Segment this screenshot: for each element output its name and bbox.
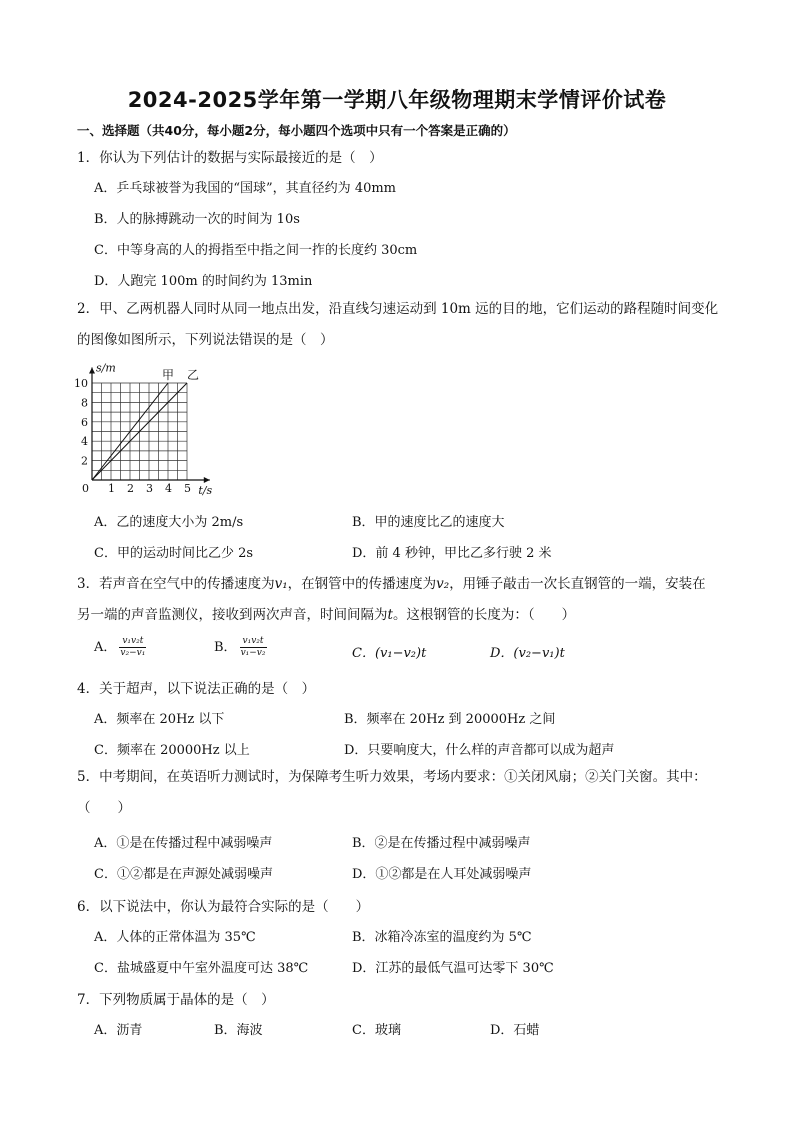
question-5-option-c: C．①②都是在声源处减弱噪声 <box>94 867 273 882</box>
q3-text-d: 另一端的声音监测仪，接收到两次声音，时间间隔为 <box>77 607 388 623</box>
x-axis-label: t/s <box>198 484 213 497</box>
series-label-2: 乙 <box>187 368 200 382</box>
y-tick-label: 2 <box>81 454 88 468</box>
y-axis-arrow <box>89 367 95 373</box>
question-1-option-b: B．人的脉搏跳动一次的时间为 10s <box>94 212 300 227</box>
question-4-stem: 4．关于超声，以下说法正确的是（ ） <box>77 681 316 697</box>
x-axis-arrow <box>204 477 210 483</box>
question-7-option-b: B．海波 <box>214 1023 263 1038</box>
y-tick-label: 4 <box>81 435 88 449</box>
question-2-option-a: A．乙的速度大小为 2m/s <box>94 515 244 530</box>
q3-v2: v₂ <box>436 576 450 592</box>
question-3-line-2 <box>77 603 575 623</box>
graph-labels <box>96 361 213 497</box>
q3-text-a: 3．若声音在空气中的传播速度为 <box>77 576 275 592</box>
question-6-stem: 6．以下说法中，你认为最符合实际的是（ ） <box>77 899 370 915</box>
st-graph <box>70 360 240 500</box>
question-1-stem: 1．你认为下列估计的数据与实际最接近的是（ ） <box>77 150 383 166</box>
question-1-option-c: C．中等身高的人的拇指至中指之间一拃的长度约 30cm <box>94 243 418 258</box>
x-tick-label: 3 <box>146 482 153 495</box>
question-7-option-d: D．石蜡 <box>490 1023 540 1038</box>
question-3-option-d: D．(v₂−v₁)t <box>490 646 565 661</box>
question-2-option-c: C．甲的运动时间比乙少 2s <box>94 546 254 561</box>
q3-text-b: ，在钢管中的传播速度为 <box>287 576 437 592</box>
question-2-option-b: B．甲的速度比乙的速度大 <box>352 515 505 530</box>
question-7-option-a: A．沥青 <box>94 1023 143 1038</box>
question-4-option-a: A．频率在 20Hz 以下 <box>94 712 225 727</box>
question-3-option-c: C．(v₁−v₂)t <box>352 646 427 661</box>
y-tick-label: 10 <box>74 377 88 390</box>
fraction-b: $\frac{\text{v₁v₂t}}{\text{v₁−v₂}}$ <box>240 636 266 658</box>
y-tick-label: 8 <box>81 396 88 410</box>
x-tick-label: 4 <box>165 482 172 495</box>
q3-v1: v₁ <box>274 576 288 592</box>
question-7-stem: 7．下列物质属于晶体的是（ ） <box>77 992 275 1008</box>
question-3-option-a: A． $\frac{\text{v₁v₂t}}{\text{v₂−v₁}}$ <box>94 636 146 658</box>
question-6-option-d: D．江苏的最低气温可达零下 30℃ <box>352 961 554 976</box>
question-4-option-d: D．只要响度大，什么样的声音都可以成为超声 <box>344 743 615 758</box>
question-5-option-b: B．②是在传播过程中减弱噪声 <box>352 836 531 851</box>
x-tick-label: 0 <box>82 482 89 495</box>
question-6-option-c: C．盐城盛夏中午室外温度可达 38℃ <box>94 961 309 976</box>
series-label-1: 甲 <box>162 368 175 382</box>
question-5-option-d: D．①②都是在人耳处减弱噪声 <box>352 867 532 882</box>
question-1-option-d: D．人跑完 100m 的时间约为 13min <box>94 274 313 289</box>
question-4-option-c: C．频率在 20000Hz 以上 <box>94 743 250 758</box>
question-1-option-a: A．乒乓球被誉为我国的“国球”，其直径约为 40mm <box>94 181 397 196</box>
q3-text-c: ，用锤子敲击一次长直钢管的一端，安装在 <box>449 576 706 592</box>
q3-t: t <box>387 607 393 623</box>
question-7-option-c: C．玻璃 <box>352 1023 401 1038</box>
fraction-a: $\frac{\text{v₁v₂t}}{\text{v₂−v₁}}$ <box>120 636 146 658</box>
y-axis-label: s/m <box>96 361 116 375</box>
question-2-option-d: D．前 4 秒钟，甲比乙多行驶 2 米 <box>352 546 552 561</box>
question-4-option-b: B．频率在 20Hz 到 20000Hz 之间 <box>344 712 556 727</box>
question-3-line-1 <box>77 572 706 592</box>
x-tick-label: 5 <box>184 482 191 495</box>
y-tick-label: 6 <box>81 415 88 429</box>
question-3-option-b: B． $\frac{\text{v₁v₂t}}{\text{v₁−v₂}}$ <box>214 636 266 658</box>
question-5-stem: 5．中考期间，在英语听力测试时，为保障考生听力效果，考场内要求：①关闭风扇；②关门关窗。其中：（ ） <box>77 769 707 816</box>
section-heading: 一、选择题（共40分，每小题2分，每小题四个选项中只有一个答案是正确的） <box>77 123 516 138</box>
x-tick-label: 1 <box>108 482 115 495</box>
exam-title: 2024-2025学年第一学期八年级物理期末学情评价试卷 <box>127 88 667 112</box>
q3-text-e: 。这根钢管的长度为：（ ） <box>392 607 576 623</box>
x-tick-label: 2 <box>127 482 134 495</box>
graph-axes <box>89 367 210 483</box>
question-5-option-a: A．①是在传播过程中减弱噪声 <box>94 836 273 851</box>
question-2-stem: 2．甲、乙两机器人同时从同一地点出发，沿直线匀速运动到 10m 远的目的地，它们运动的路程随时间变化的图像如图所示，下列说法错误的是（ ） <box>77 301 719 348</box>
question-6-option-a: A．人体的正常体温为 35℃ <box>94 930 256 945</box>
question-6-option-b: B．冰箱冷冻室的温度约为 5℃ <box>352 930 532 945</box>
